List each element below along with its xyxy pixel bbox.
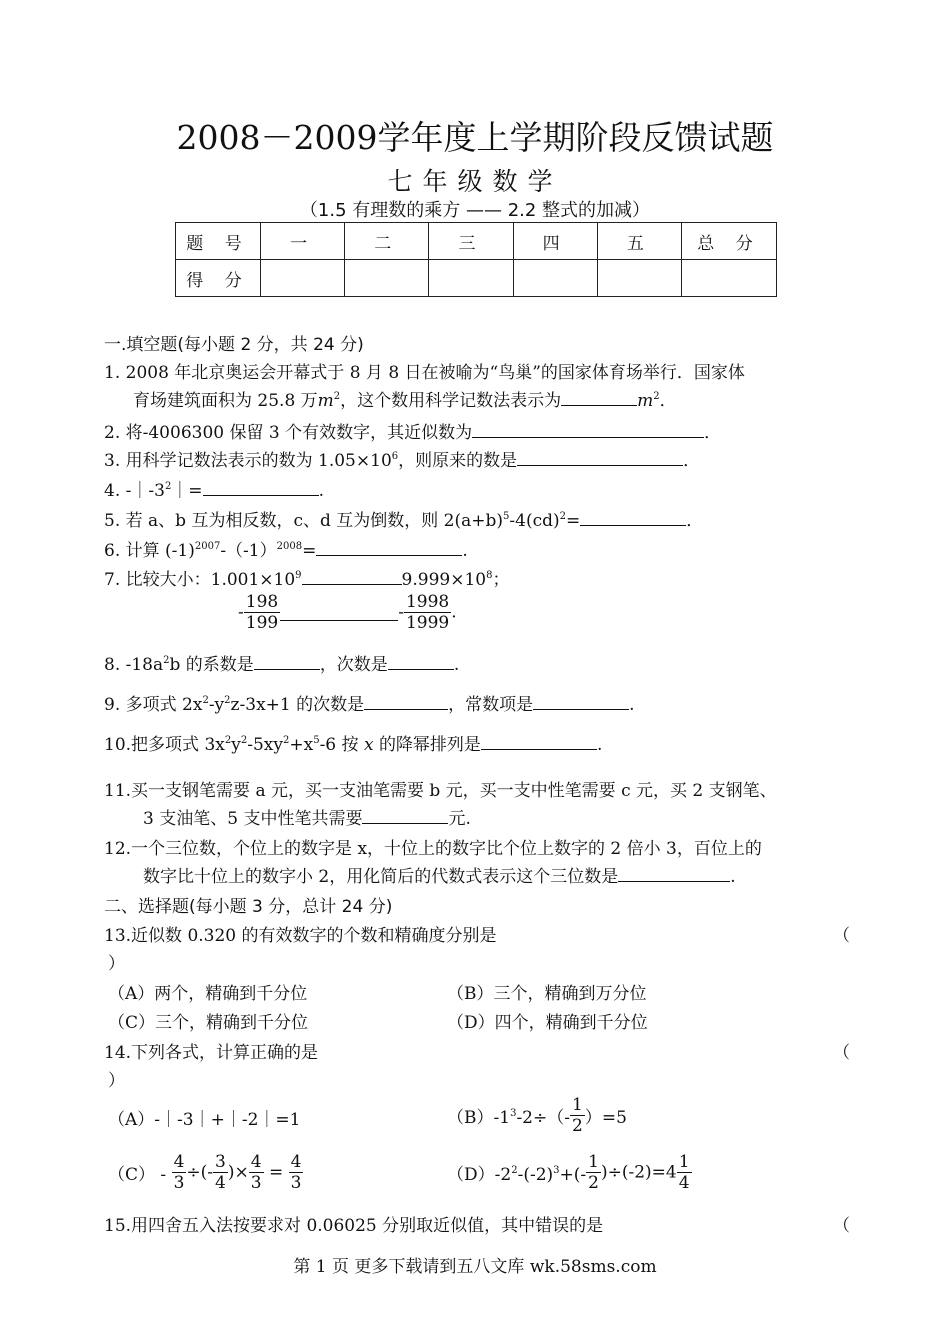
score-cell bbox=[261, 260, 345, 297]
question-13: 13.近似数 0.320 的有效数字的个数和精确度分别是 bbox=[104, 926, 497, 946]
question-12-line2: 数字比十位上的数字小 2，用化简后的代数式表示这个三位数是 . bbox=[143, 867, 736, 887]
score-header-cell: 总 分 bbox=[682, 223, 777, 260]
question-9: 9. 多项式 $2x^2-y^2z-3x+1$ 的次数是 ，常数项是 . bbox=[104, 695, 635, 715]
fraction: $\frac{198}{199}$ bbox=[245, 592, 279, 633]
option-14-c: （C） - $\frac{4}{3}$ ÷(- $\frac{3}{4}$ )× $\frac{4}{3}$ = $\frac{4}{3}$ bbox=[108, 1152, 302, 1193]
option-14-b: $(B)-1^3-2\div(-$ $\frac{1}{2}$ ）=5 bbox=[447, 1095, 627, 1136]
page-footer: 第 1 页 更多下载请到五八文库 wk.58sms.com bbox=[293, 1257, 657, 1277]
question-6: 6. 计算 $(-1)^{2007}-(-1)^{2008}=$ . bbox=[104, 541, 468, 561]
question-8: 8. $-18a^2b$ 的系数是 ，次数是 . bbox=[104, 655, 460, 675]
question-14: 14.下列各式，计算正确的是 bbox=[104, 1043, 319, 1063]
question-1-line2: 育场建筑面积为 25.8 万$m^2$，这个数用科学记数法表示为 $m^2$． bbox=[133, 391, 677, 411]
exam-title: 2008－2009学年度上学期阶段反馈试题 bbox=[176, 118, 774, 157]
answer-paren-open: （ bbox=[833, 926, 850, 946]
score-header-cell: 三 bbox=[429, 223, 513, 260]
question-4: 4. $-|-3^2|=$ . bbox=[104, 481, 324, 501]
score-table-score-row bbox=[176, 260, 777, 297]
question-12-line1: 12.一个三位数，个位上的数字是 x，十位上的数字比个位上数字的 2 倍小 3，百位上的 bbox=[104, 839, 762, 859]
option-13-a: （A）两个，精确到千分位 bbox=[108, 984, 308, 1004]
score-cell bbox=[345, 260, 429, 297]
option-13-b: （B）三个，精确到万分位 bbox=[447, 984, 647, 1004]
question-10: 10.把多项式 $3x^2y^2-5xy^2+x^5-6$ 按 x 的降幂排列是 . bbox=[104, 735, 603, 755]
score-header-cell: 四 bbox=[513, 223, 597, 260]
question-7-fractions: - $\frac{198}{199}$ - $\frac{1998}{1999}$ . bbox=[238, 592, 457, 633]
question-2: 2. 将-4006300 保留 3 个有效数字，其近似数为 ． bbox=[104, 423, 722, 443]
section2-heading: 二、选择题(每小题 3 分，总计 24 分) bbox=[104, 897, 393, 917]
answer-paren-open: （ bbox=[833, 1216, 850, 1236]
fraction: $\frac{1998}{1999}$ bbox=[405, 592, 450, 633]
score-header-cell: 二 bbox=[345, 223, 429, 260]
answer-paren-open: （ bbox=[833, 1043, 850, 1063]
question-11-line1: 11.买一支钢笔需要 a 元，买一支油笔需要 b 元，买一支中性笔需要 c 元，买 2 支钢笔、 bbox=[104, 781, 777, 801]
exam-subtitle: 七年级数学 bbox=[387, 167, 563, 196]
score-table bbox=[175, 222, 777, 297]
score-table-header-row bbox=[176, 223, 777, 260]
exam-range: （1.5 有理数的乘方 —— 2.2 整式的加减） bbox=[299, 200, 651, 221]
score-cell bbox=[429, 260, 513, 297]
score-cell bbox=[513, 260, 597, 297]
answer-paren-close: ） bbox=[108, 954, 125, 974]
question-11-line2: 3 支油笔、5 支中性笔共需要 元. bbox=[143, 809, 471, 829]
fraction: $\frac{1}{2}$ bbox=[572, 1095, 583, 1136]
score-header-cell: 五 bbox=[597, 223, 681, 260]
question-1-line1: 1. 2008 年北京奥运会开幕式于 8 月 8 日在被喻为“鸟巢”的国家体育场举行．国家体 bbox=[104, 363, 745, 383]
option-14-d: $(D)-2^2-(-2)^3+(-$ $\frac{1}{2}$ )÷(-2)=4 $\frac{1}{4}$ bbox=[447, 1152, 690, 1193]
answer-paren-close: ） bbox=[108, 1071, 125, 1091]
score-header-cell: 一 bbox=[261, 223, 345, 260]
question-5: 5. 若 a、b 互为相反数，c、d 互为倒数，则 $2(a+b)^5-4(cd)^2=$ ． bbox=[104, 511, 704, 531]
option-14-a: （A）-｜-3｜+｜-2｜=1 bbox=[108, 1110, 301, 1130]
score-row-label: 得 分 bbox=[176, 260, 261, 297]
question-7: 7. 比较大小：$1.001\times 10^9$ $9.999\times 10^8$； bbox=[104, 570, 510, 590]
score-cell bbox=[682, 260, 777, 297]
score-header-cell: 题 号 bbox=[176, 223, 261, 260]
question-3: 3. 用科学记数法表示的数为 $1.05\times 10^6$，则原来的数是 ． bbox=[104, 451, 701, 471]
question-15: 15.用四舍五入法按要求对 0.06025 分别取近似值，其中错误的是 bbox=[104, 1216, 604, 1236]
option-13-d: （D）四个，精确到千分位 bbox=[447, 1013, 648, 1033]
section1-heading: 一.填空题(每小题 2 分，共 24 分) bbox=[104, 335, 364, 355]
option-13-c: （C）三个，精确到千分位 bbox=[108, 1013, 309, 1033]
score-cell bbox=[597, 260, 681, 297]
